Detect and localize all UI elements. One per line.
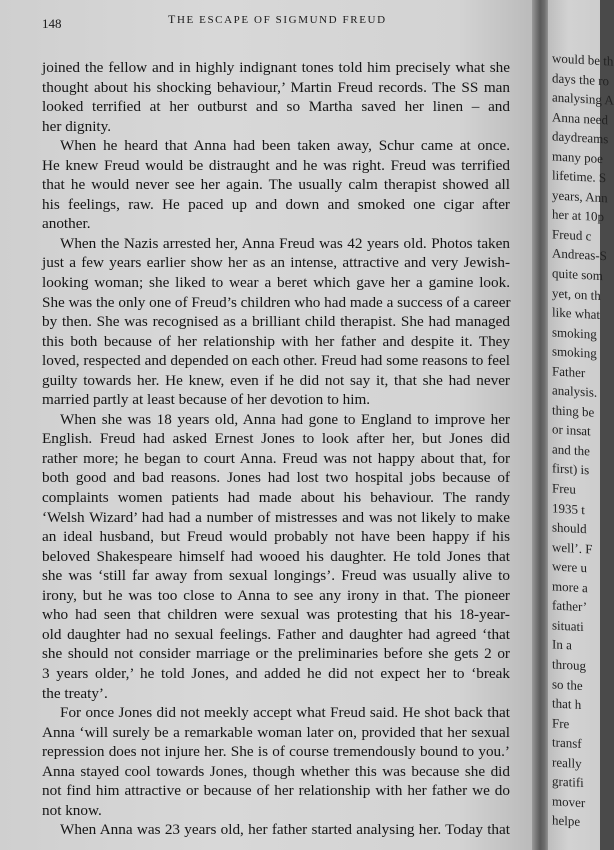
text-line: joined the fellow and in highly indignant tones told him precisely what she [42, 59, 510, 76]
text-line: When she was 18 years old, Anna had gone to England to improve her [60, 410, 510, 428]
text-line: ‘Welsh Wizard’ had had a number of mistresses and was not likely to make [42, 508, 510, 526]
text-line: both good and bad reasons. Jones had lost two hospital jobs because of [42, 469, 510, 487]
text-fragment: and the [552, 441, 590, 459]
text-fragment: Freu [552, 480, 576, 497]
text-line: For once Jones did not meekly accept what Freud said. He shot back that [60, 704, 510, 722]
text-fragment: really [552, 754, 582, 771]
text-line: not know. [42, 801, 102, 819]
text-line: repression does not injure her. She is of course tremendously bound to you.’ [42, 743, 510, 761]
text-fragment: her at 10p [552, 206, 604, 225]
right-page-text [552, 48, 612, 833]
text-fragment: lifetime. S [552, 167, 607, 186]
text-fragment: 1935 t [552, 500, 585, 517]
text-fragment: years, Ann [552, 187, 608, 206]
text-line: irony, but he was too close to Anna to see any irony in that. The pioneer [42, 586, 510, 604]
text-line: rather more; he began to court Anna. Freud was not happy about that, for [42, 449, 510, 467]
right-page [548, 0, 614, 850]
text-line: married partly at least because of her devotion to him. [42, 391, 371, 409]
text-line: the treaty’. [42, 684, 108, 702]
text-fragment: helpe [552, 812, 581, 830]
running-head-initial: T [168, 12, 177, 26]
page-number: 148 [42, 16, 62, 31]
text-fragment: smoking [552, 343, 597, 361]
text-line: English. Freud had asked Ernest Jones to look after her, but Jones did [42, 430, 510, 448]
text-line: Anna stayed cool towards Jones, though whether this was because she did [42, 762, 510, 780]
text-fragment: Fre [552, 715, 570, 731]
body-text [42, 58, 510, 840]
text-fragment: or insat [552, 421, 591, 439]
text-fragment: like what [552, 304, 601, 323]
text-fragment: daydreams [552, 128, 609, 147]
text-line: When Anna was 23 years old, her father started analysing her. Today that [60, 821, 510, 839]
text-line: an ideal husband, but Freud would probably not have been happy if his [42, 528, 510, 546]
text-line: looking woman; she liked to wear a beret which gave her a gamine look. [42, 274, 510, 292]
text-line: guilty towards her. He knew, even if he did not say it, that she had never [42, 371, 510, 389]
text-fragment: should [552, 519, 587, 537]
text-fragment: Anna need [552, 109, 608, 128]
text-fragment: many poe [552, 148, 603, 166]
text-line: beloved Shakespeare himself had wooed his daughter. He told Jones that [42, 547, 510, 565]
text-fragment: Andreas-S [552, 245, 607, 264]
text-fragment: smoking [552, 324, 597, 342]
text-fragment: quite som [552, 265, 603, 284]
text-fragment: were u [552, 558, 588, 576]
text-fragment: throug [552, 656, 586, 674]
text-fragment: yet, on th [552, 284, 601, 303]
text-line: looked terrified at her outburst and so Martha saved her linen – and [42, 98, 510, 116]
text-line: Anna ‘will surely be a remarkable woman later on, provided that her sexual [42, 723, 510, 741]
text-line: her dignity. [42, 117, 112, 135]
text-line: who had seen that children were sexual was protesting that his 18-year- [42, 606, 510, 624]
text-fragment: would be th [552, 50, 614, 69]
text-fragment: first) is [552, 460, 590, 478]
text-line: just a few years earlier show her as an intense, attractive and very Jewish- [42, 254, 510, 272]
text-line: When he heard that Anna had been taken away, Schur came at once. [60, 137, 510, 155]
text-fragment: well’. F [552, 539, 593, 557]
text-fragment: Freud c [552, 226, 592, 244]
text-fragment: more a [552, 578, 588, 596]
text-fragment: analysing A [552, 89, 614, 108]
text-line: she should not consider marriage or the preliminaries before she gets 2 or [42, 645, 510, 663]
text-line: old daughter had no sexual feelings. Father and daughter had agreed ‘that [42, 625, 510, 643]
text-line: by then. She was recognised as a brilliant child therapist. She had managed [42, 313, 510, 331]
text-line: that he would never see her again. The usually calm therapist showed all [42, 176, 510, 194]
text-fragment: Father [552, 363, 586, 380]
text-fragment: analysis. [552, 382, 598, 401]
text-line: his feelings, raw. He paced up and down and smoked one cigar after [42, 195, 510, 213]
text-line: She was the only one of Freud’s children who had made a success of a career [42, 293, 511, 311]
text-line: loved, respected and depended on each other. Freud had some reasons to feel [42, 352, 510, 370]
text-fragment: so the [552, 675, 583, 693]
text-fragment: In a [552, 636, 572, 653]
text-fragment: thing be [552, 402, 595, 420]
text-line: not find him attractive or because of her relationship with her father we do [42, 782, 510, 800]
text-fragment: gratifi [552, 773, 584, 791]
text-line: this both because of her relationship with her father and despite it. They [42, 332, 510, 350]
text-line: complaints women patients had made about his behaviour. The randy [42, 489, 510, 507]
text-fragment: father’ [552, 597, 588, 615]
text-line: another. [42, 215, 91, 233]
text-line: When the Nazis arrested her, Anna Freud was 42 years old. Photos taken [60, 234, 510, 252]
text-fragment: that h [552, 695, 582, 713]
text-line: thought about his shocking behaviour,’ Martin Freud records. The SS man [42, 78, 510, 96]
text-fragment: situati [552, 617, 584, 634]
text-line: she was ‘still far away from sexual longings’. Freud was usually alive to [42, 567, 510, 585]
text-line: He knew Freud would be distraught and he was right. Freud was terrified [42, 156, 510, 174]
running-head-rest: HE ESCAPE OF SIGMUND FREUD [176, 14, 387, 26]
text-fragment: days the ro [552, 69, 610, 88]
running-head [168, 12, 387, 27]
text-fragment: mover [552, 793, 586, 810]
text-fragment: transf [552, 734, 582, 752]
text-line: 3 years older,’ he told Jones, and added he did not expect her to ‘break [42, 664, 510, 682]
